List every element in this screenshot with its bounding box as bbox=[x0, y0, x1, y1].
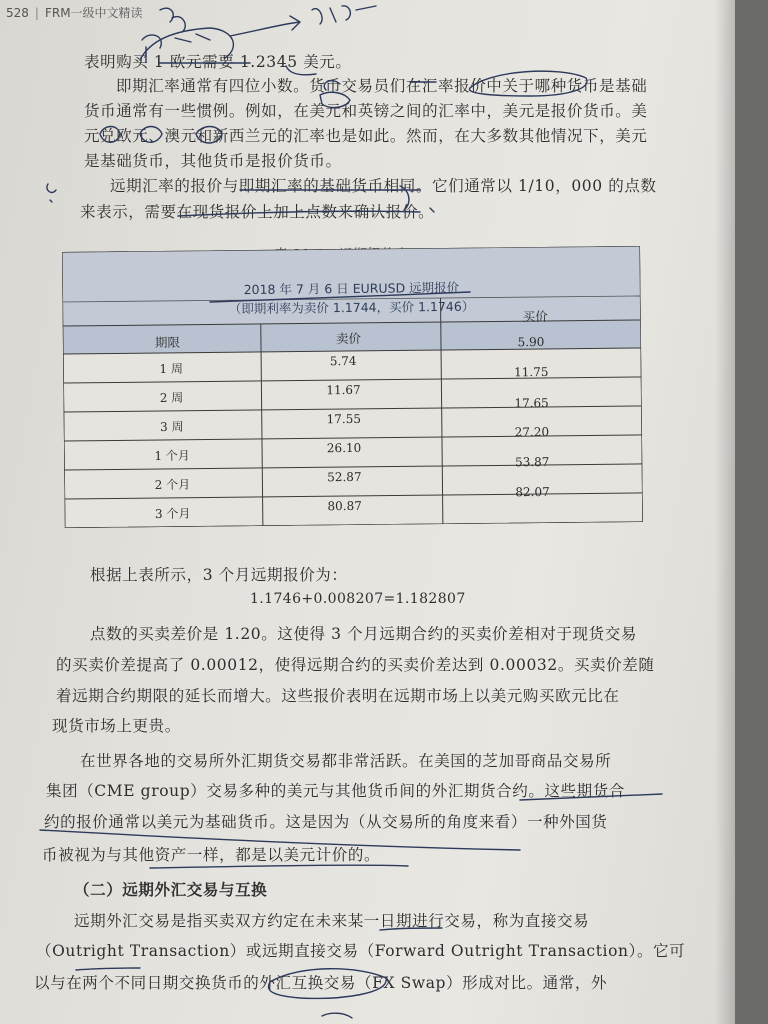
row4-bid: 26.10 bbox=[326, 440, 362, 456]
para6-line1: 远期外汇交易是指买卖双方约定在未来某一日期进行交易，称为直接交易 bbox=[74, 912, 590, 930]
table-title-line1: 2018 年 7 月 6 日 EURUSD 远期报价 bbox=[243, 279, 460, 298]
para4-line4: 现货市场上更贵。 bbox=[52, 717, 181, 735]
section-heading: （二）远期外汇交易与互换 bbox=[74, 880, 268, 899]
para4-line3: 着远期合约期限的延长而增大。这些报价表明在远期市场上以美元购买欧元比在 bbox=[56, 687, 620, 705]
para1-line4: 元兑欧元、澳元和新西兰元的汇率也是如此。然而，在大多数其他情况下，美元 bbox=[84, 127, 648, 145]
row6-bid: 80.87 bbox=[327, 498, 362, 514]
row3-ask: 17.65 bbox=[514, 395, 549, 411]
row2-term: 2 周 bbox=[159, 390, 184, 405]
col-header-bid: 卖价 bbox=[335, 330, 362, 347]
para5-line2: 集团（CME group）交易多种的美元与其他货币间的外汇期货合约。这些期货合 bbox=[46, 782, 625, 800]
para5-line4: 币被视为与其他资产一样，都是以美元计价的。 bbox=[42, 846, 381, 864]
para1-line1: 表明购买 1 欧元需要 1.2345 美元。 bbox=[84, 53, 352, 71]
book-title: FRM一级中文精读 bbox=[44, 6, 143, 20]
row2-ask: 11.75 bbox=[514, 364, 549, 380]
para5-line3: 约的报价通常以美元为基础货币。这是因为（从交易所的角度来看）一种外国货 bbox=[44, 813, 608, 831]
formula-line: 1.1746+0.008207=1.182807 bbox=[250, 591, 466, 607]
row2-bid: 11.67 bbox=[326, 382, 361, 398]
row3-bid: 17.55 bbox=[326, 411, 362, 427]
row5-term: 2 个月 bbox=[154, 477, 191, 493]
para1-line3: 货币通常有一些惯例。例如，在美元和英镑之间的汇率中，美元是报价货币。美 bbox=[84, 102, 648, 120]
para1-line2: 即期汇率通常有四位小数。货币交易员们在汇率报价中关于哪种货币是基础 bbox=[116, 77, 648, 95]
row1-term: 1 周 bbox=[159, 361, 184, 376]
para6-line3: 以与在两个不同日期交换货币的外汇互换交易（FX Swap）形成对比。通常，外 bbox=[34, 974, 608, 992]
row4-ask: 27.20 bbox=[514, 424, 550, 440]
para2-line2: 来表示，需要在现货报价上加上点数来确认报价。 bbox=[80, 203, 435, 221]
row6-term: 3 个月 bbox=[154, 506, 191, 522]
para5-line1: 在世界各地的交易所外汇期货交易都非常活跃。在美国的芝加哥商品交易所 bbox=[80, 752, 612, 770]
para3: 根据上表所示，3 个月远期报价为： bbox=[90, 566, 348, 584]
row3-term: 3 周 bbox=[160, 419, 184, 434]
row1-ask: 5.90 bbox=[517, 334, 545, 350]
page-number: 528 bbox=[6, 6, 29, 20]
table-title-line2: （即期利率为卖价 1.1744，买价 1.1746） bbox=[228, 298, 475, 317]
para6-line2: （Outright Transaction）或远期直接交易（Forward Outright Transaction）。它可 bbox=[36, 942, 686, 960]
row6-ask: 82.07 bbox=[515, 484, 550, 500]
para4-line2: 的买卖价差提高了 0.00012，使得远期合约的买卖价差达到 0.00032。买卖价差随 bbox=[56, 656, 655, 674]
col-header-ask: 买价 bbox=[522, 308, 548, 325]
para1-line5: 是基础货币，其他货币是报价货币。 bbox=[84, 152, 342, 170]
col-header-term: 期限 bbox=[154, 334, 181, 351]
row4-term: 1 个月 bbox=[154, 448, 190, 464]
para2-line1: 远期汇率的报价与即期汇率的基础货币相同。它们通常以 1/10，000 的点数 bbox=[110, 177, 657, 195]
row5-bid: 52.87 bbox=[327, 469, 362, 485]
para4-line1: 点数的买卖差价是 1.20。这使得 3 个月远期合约的买卖价差相对于现货交易 bbox=[90, 625, 637, 643]
row1-bid: 5.74 bbox=[329, 353, 357, 369]
row5-ask: 53.87 bbox=[514, 454, 550, 470]
page-header: 528 | FRM一级中文精读 bbox=[6, 6, 143, 20]
